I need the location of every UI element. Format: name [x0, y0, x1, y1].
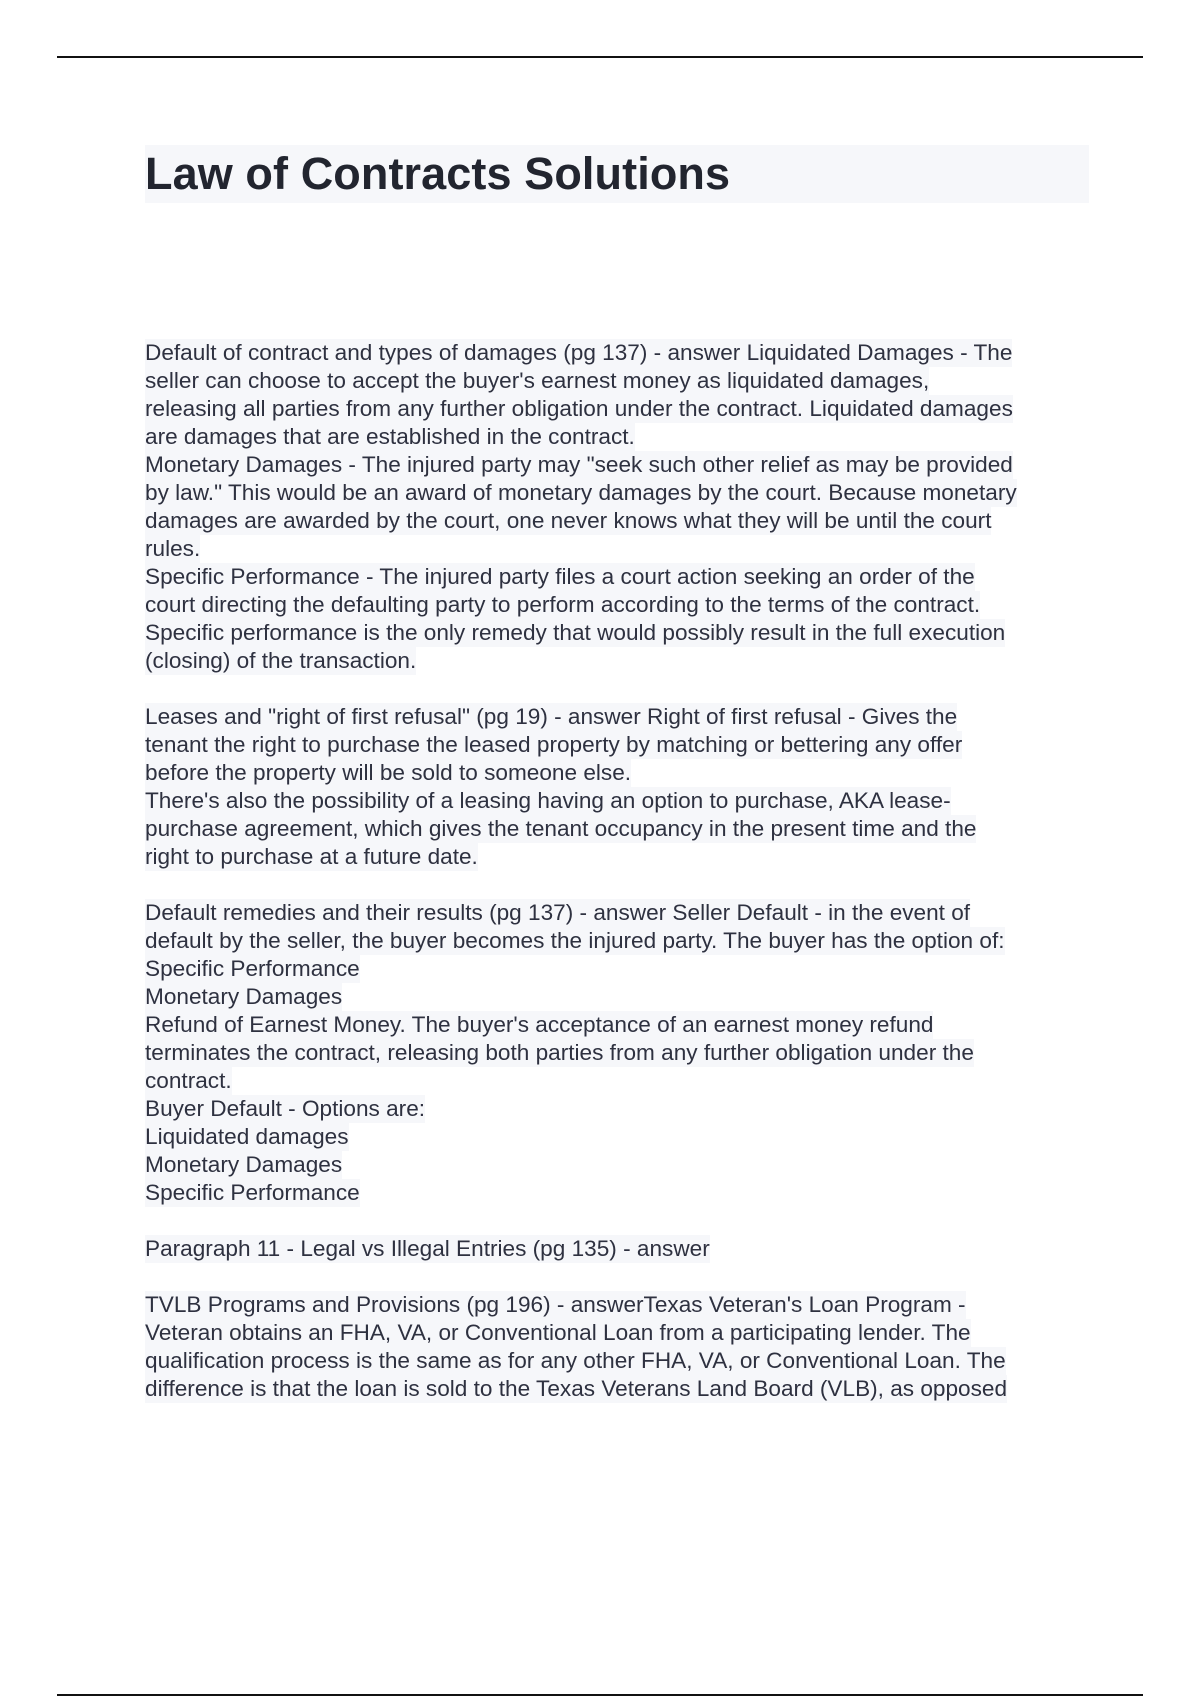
bottom-rule: [57, 1694, 1143, 1696]
text-line: default by the seller, the buyer becomes the injured party. The buyer has the option of:: [145, 928, 1005, 953]
text-line: There's also the possibility of a leasing having an option to purchase, AKA lease-: [145, 788, 951, 813]
text-line: before the property will be sold to someone else.: [145, 760, 632, 785]
qa-entry: [145, 703, 1105, 871]
text-line: damages are awarded by the court, one never knows what they will be until the court: [145, 508, 992, 533]
text-line: Default of contract and types of damages (pg 137) - answer Liquidated Damages - The: [145, 340, 1013, 365]
qa-entry: [145, 899, 1105, 1207]
text-line: Specific Performance - The injured party files a court action seeking an order of the: [145, 564, 975, 589]
text-line: Default remedies and their results (pg 137) - answer Seller Default - in the event of: [145, 900, 971, 925]
text-line: Specific Performance: [145, 956, 360, 981]
text-line: qualification process is the same as for any other FHA, VA, or Conventional Loan. The: [145, 1348, 1006, 1373]
text-line: Monetary Damages: [145, 984, 343, 1009]
text-line: purchase agreement, which gives the tenant occupancy in the present time and the: [145, 816, 977, 841]
text-line: (closing) of the transaction.: [145, 648, 417, 673]
entry-gap: [145, 675, 1105, 703]
text-line: TVLB Programs and Provisions (pg 196) - answerTexas Veteran's Loan Program -: [145, 1292, 966, 1317]
qa-entry: [145, 1291, 1105, 1403]
text-line: Liquidated damages: [145, 1124, 349, 1149]
text-line: Veteran obtains an FHA, VA, or Conventional Loan from a participating lender. The: [145, 1320, 971, 1345]
text-line: Refund of Earnest Money. The buyer's acceptance of an earnest money refund: [145, 1012, 934, 1037]
title-block: [145, 145, 1089, 203]
document-body: [145, 339, 1105, 1403]
text-line: Specific performance is the only remedy that would possibly result in the full execution: [145, 620, 1006, 645]
text-line: court directing the defaulting party to perform according to the terms of the contract.: [145, 592, 981, 617]
text-line: seller can choose to accept the buyer's earnest money as liquidated damages,: [145, 368, 930, 393]
qa-entry: [145, 1235, 1105, 1263]
qa-entry: [145, 339, 1105, 675]
text-line: releasing all parties from any further obligation under the contract. Liquidated damages: [145, 396, 1013, 421]
text-line: difference is that the loan is sold to the Texas Veterans Land Board (VLB), as opposed: [145, 1376, 1008, 1401]
text-line: by law." This would be an award of monetary damages by the court. Because monetary: [145, 480, 1017, 505]
text-line: Buyer Default - Options are:: [145, 1096, 426, 1121]
text-line: Paragraph 11 - Legal vs Illegal Entries (pg 135) - answer: [145, 1236, 710, 1261]
text-line: Specific Performance: [145, 1180, 360, 1205]
document-title: Law of Contracts Solutions: [145, 148, 731, 199]
entry-gap: [145, 1207, 1105, 1235]
text-line: tenant the right to purchase the leased property by matching or bettering any offer: [145, 732, 963, 757]
text-line: right to purchase at a future date.: [145, 844, 478, 869]
text-line: are damages that are established in the contract.: [145, 424, 635, 449]
top-rule: [57, 56, 1143, 58]
text-line: Monetary Damages - The injured party may "seek such other relief as may be provided: [145, 452, 1013, 477]
text-line: Monetary Damages: [145, 1152, 343, 1177]
entry-gap: [145, 1263, 1105, 1291]
text-line: terminates the contract, releasing both parties from any further obligation under the: [145, 1040, 974, 1065]
entry-gap: [145, 871, 1105, 899]
text-line: Leases and "right of first refusal" (pg 19) - answer Right of first refusal - Gives the: [145, 704, 958, 729]
text-line: contract.: [145, 1068, 232, 1093]
text-line: rules.: [145, 536, 201, 561]
